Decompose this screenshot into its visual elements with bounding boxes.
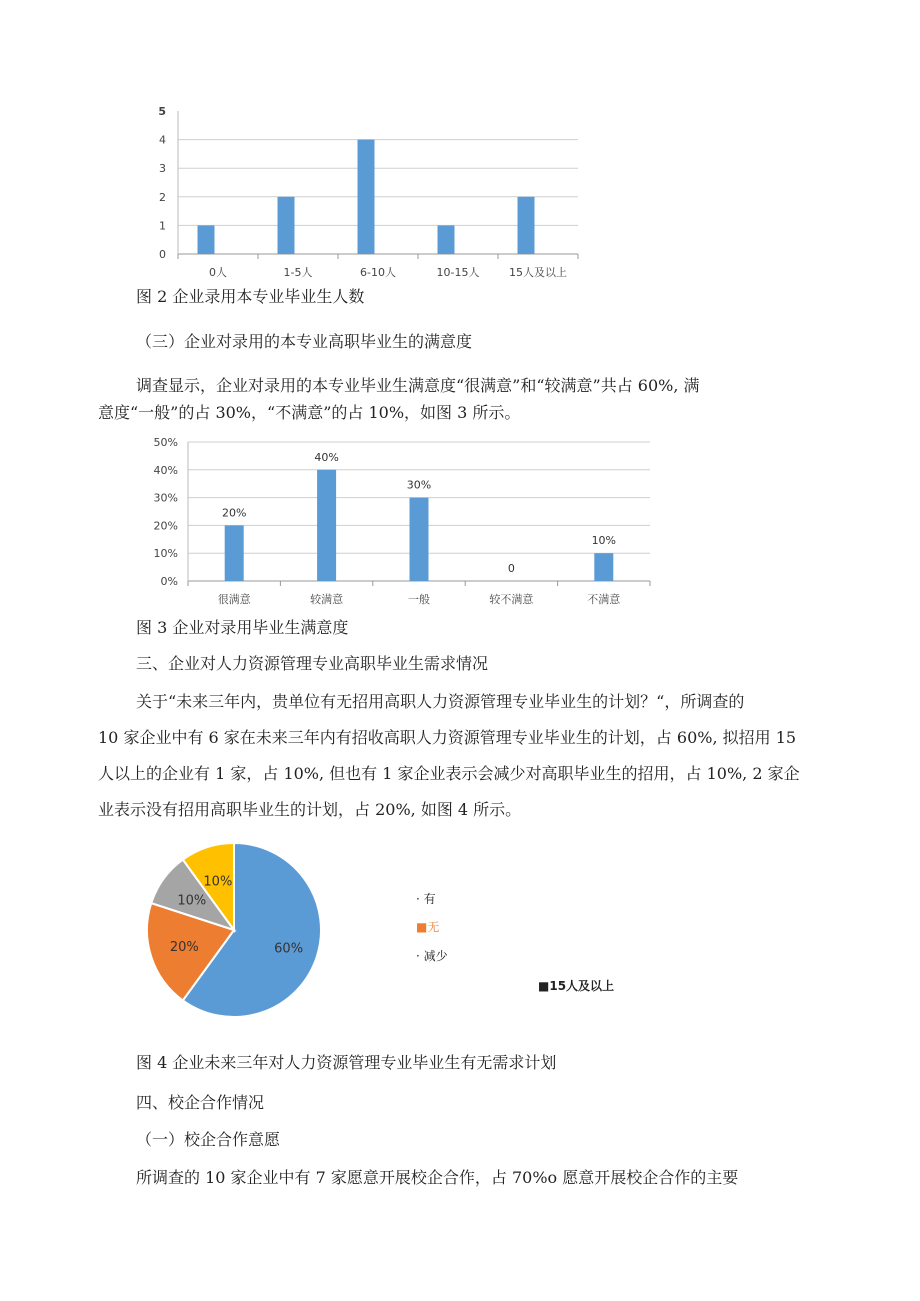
- fig4-caption: 图 4 企业未来三年对人力资源管理专业毕业生有无需求计划: [136, 1053, 557, 1072]
- chart2-ytick-label: 10%: [153, 547, 178, 561]
- chart2-category-label: 一般: [408, 593, 430, 606]
- chart2-bar: [317, 470, 336, 581]
- chart1-ytick-label: 4: [159, 133, 166, 147]
- chart1-bar: [358, 140, 375, 254]
- chart1-ytick-label: 0: [159, 248, 166, 261]
- chart1-bar: [518, 197, 535, 254]
- pie-data-label: 10%: [203, 874, 233, 890]
- section3-heading: （三）企业对录用的本专业高职毕业生的满意度: [136, 332, 473, 351]
- chart2-data-label: 40%: [314, 450, 339, 464]
- chart2-data-label: 30%: [406, 478, 432, 492]
- chart2-category-label: 较不满意: [489, 593, 534, 606]
- para3-line1: 所调查的 10 家企业中有 7 家愿意开展校企合作，占 70%o 愿意开展校企合作的主要: [136, 1168, 739, 1187]
- chart1-ytick-label: 3: [159, 162, 166, 176]
- sub-heading-1: （一）校企合作意愿: [136, 1130, 281, 1149]
- chart1-bar: [278, 197, 295, 254]
- legend-label-1: 有: [423, 892, 436, 906]
- heading-3: 三、企业对人力资源管理专业高职毕业生需求情况: [136, 654, 489, 673]
- pie-data-label: 20%: [169, 940, 199, 956]
- chart1-category-label: 0人: [209, 266, 227, 279]
- chart2-ytick-label: 30%: [153, 491, 178, 505]
- chart1-category-label: 1-5人: [283, 266, 313, 279]
- legend-marker-1: ·: [416, 892, 420, 906]
- pie-legend-item-4: [538, 977, 614, 994]
- chart2-ytick-label: 40%: [153, 463, 178, 477]
- legend-label-4: 15人及以上: [549, 979, 615, 993]
- para1-line2: 意度“一般”的占 30%，“不满意”的占 10%，如图 3 所示。: [98, 403, 521, 422]
- chart2-category-label: 不满意: [587, 593, 621, 606]
- legend-label-2: 无: [427, 920, 440, 934]
- pie-legend-item-1: [416, 890, 436, 907]
- chart2-ytick-label: 0%: [160, 575, 178, 588]
- chart1-category-label: 10-15人: [436, 266, 480, 279]
- heading-4: 四、校企合作情况: [136, 1093, 265, 1112]
- legend-marker-4: ■: [538, 979, 550, 993]
- pie-legend-item-3: [416, 947, 448, 964]
- chart2-category-label: 较满意: [310, 593, 344, 606]
- chart1-bar: [438, 225, 455, 254]
- para2-line3: 人以上的企业有 1 家，占 10%, 但也有 1 家企业表示会减少对高职毕业生的招用，占 10%, 2 家企: [98, 764, 800, 783]
- chart1-bar: [198, 225, 215, 254]
- pie-data-label: 60%: [274, 941, 304, 957]
- para2-line2: 10 家企业中有 6 家在未来三年内有招收高职人力资源管理专业毕业生的计划，占 60%, 拟招用 15: [98, 728, 797, 747]
- legend-label-3: 减少: [423, 949, 448, 963]
- fig2-caption: 图 2 企业录用本专业毕业生人数: [136, 287, 365, 306]
- chart2-data-label: 20%: [221, 506, 247, 520]
- pie-data-label: 10%: [177, 893, 207, 909]
- chart2-bar: [410, 498, 429, 581]
- pie-legend-item-2: [416, 918, 439, 935]
- chart2-data-label: 10%: [591, 534, 617, 548]
- chart1-category-label: 6-10人: [360, 266, 396, 279]
- chart1-category-label: 15人及以上: [509, 266, 567, 279]
- chart2-data-label: 0: [507, 562, 515, 575]
- para2-line1: 关于“未来三年内，贵单位有无招用高职人力资源管理专业毕业生的计划？“，所调查的: [136, 692, 745, 711]
- para1-line1: 调查显示，企业对录用的本专业毕业生满意度“很满意”和“较满意”共占 60%, 满: [136, 376, 700, 395]
- chart2-bar: [594, 553, 613, 581]
- legend-marker-2: ■: [416, 920, 428, 934]
- chart2-ytick-label: 50%: [153, 436, 178, 449]
- legend-marker-3: ·: [416, 949, 420, 963]
- chart1-ytick-label: 2: [159, 190, 166, 204]
- chart2-ytick-label: 20%: [153, 519, 178, 533]
- chart1-ytick-label: 5: [158, 105, 166, 118]
- chart2-bar: [225, 525, 244, 581]
- para2-line4: 业表示没有招用高职毕业生的计划，占 20%, 如图 4 所示。: [98, 800, 522, 819]
- chart1-ytick-label: 1: [159, 219, 166, 233]
- fig3-caption: 图 3 企业对录用毕业生满意度: [136, 618, 349, 637]
- chart2-category-label: 很满意: [217, 593, 251, 606]
